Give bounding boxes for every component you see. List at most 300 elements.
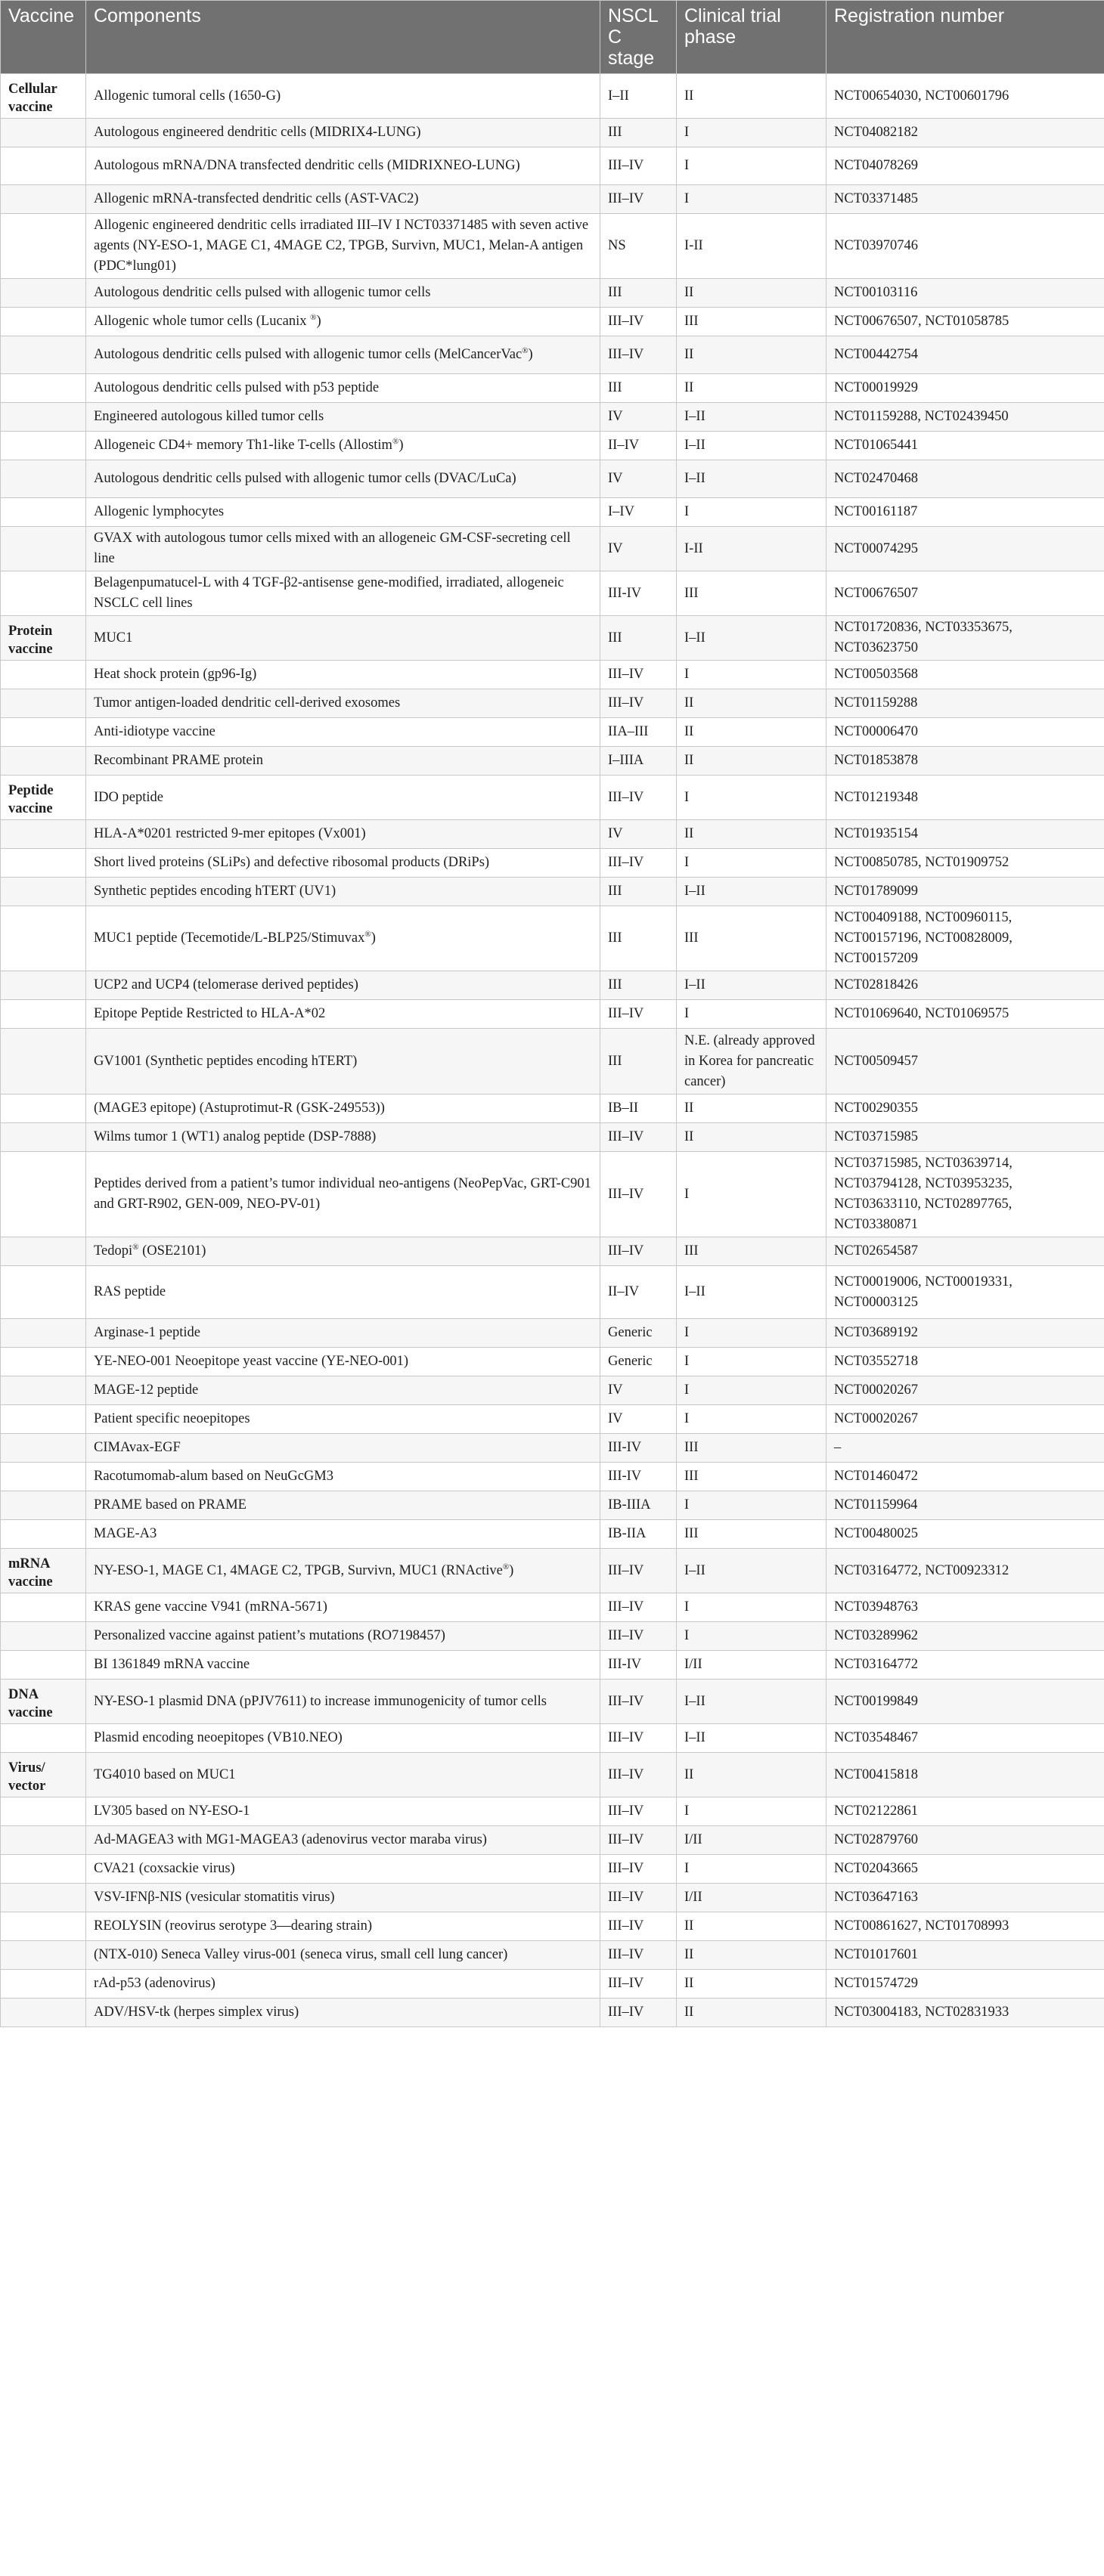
registration-number: NCT00509457 xyxy=(826,1029,1104,1094)
vaccine-category xyxy=(1,336,86,374)
registration-number: NCT00480025 xyxy=(826,1520,1104,1549)
nsclc-stage: III–IV xyxy=(600,1753,677,1797)
registration-number: NCT00676507 xyxy=(826,571,1104,616)
registration-number: NCT02818426 xyxy=(826,971,1104,1000)
vaccine-category xyxy=(1,527,86,571)
vaccine-category xyxy=(1,1912,86,1941)
trial-phase: III xyxy=(677,1463,826,1491)
registration-number: NCT03552718 xyxy=(826,1348,1104,1376)
vaccine-category xyxy=(1,1941,86,1970)
vaccine-category xyxy=(1,1152,86,1237)
trial-phase: I xyxy=(677,1622,826,1651)
nsclc-stage: III-IV xyxy=(600,1434,677,1463)
vaccine-category xyxy=(1,1520,86,1549)
trial-phase: I–II xyxy=(677,1680,826,1724)
component: rAd-p53 (adenovirus) xyxy=(86,1970,600,1999)
nsclc-stage: III–IV xyxy=(600,147,677,185)
component: Autologous dendritic cells pulsed with p53 peptide xyxy=(86,374,600,403)
registration-number: NCT04078269 xyxy=(826,147,1104,185)
table-row xyxy=(1,1000,1104,1029)
table-row xyxy=(1,1941,1104,1970)
trial-phase: II xyxy=(677,1912,826,1941)
nsclc-stage: Generic xyxy=(600,1319,677,1348)
table-row xyxy=(1,820,1104,849)
registration-number: NCT03689192 xyxy=(826,1319,1104,1348)
nsclc-stage: III–IV xyxy=(600,1970,677,1999)
nsclc-stage: III–IV xyxy=(600,1884,677,1912)
registration-number: NCT00020267 xyxy=(826,1405,1104,1434)
nsclc-stage: II–IV xyxy=(600,1266,677,1319)
vaccine-category xyxy=(1,1434,86,1463)
trial-phase: I–II xyxy=(677,878,826,906)
component: CIMAvax-EGF xyxy=(86,1434,600,1463)
nsclc-stage: IV xyxy=(600,403,677,432)
trial-phase: II xyxy=(677,1970,826,1999)
vaccine-category xyxy=(1,279,86,308)
table-row xyxy=(1,1970,1104,1999)
component: Tumor antigen-loaded dendritic cell-derived exosomes xyxy=(86,689,600,718)
vaccine-category xyxy=(1,147,86,185)
component: Allogenic mRNA-transfected dendritic cells (AST-VAC2) xyxy=(86,185,600,214)
vaccine-category xyxy=(1,1405,86,1434)
vaccine-category: Peptide vaccine xyxy=(1,776,86,820)
registration-number: NCT03164772 xyxy=(826,1651,1104,1680)
trial-phase: II xyxy=(677,1753,826,1797)
registration-number: NCT00654030, NCT00601796 xyxy=(826,74,1104,119)
nsclc-stage: III–IV xyxy=(600,1855,677,1884)
nsclc-stage: III–IV xyxy=(600,308,677,336)
table-row xyxy=(1,1593,1104,1622)
trial-phase: I–II xyxy=(677,971,826,1000)
registration-number: NCT03715985 xyxy=(826,1123,1104,1152)
table-row xyxy=(1,1855,1104,1884)
nsclc-stage: I–II xyxy=(600,74,677,119)
trial-phase: II xyxy=(677,1123,826,1152)
vaccine-category: mRNA vaccine xyxy=(1,1549,86,1593)
registration-number: – xyxy=(826,1434,1104,1463)
vaccine-category xyxy=(1,1826,86,1855)
nsclc-stage: III xyxy=(600,878,677,906)
component: Epitope Peptide Restricted to HLA-A*02 xyxy=(86,1000,600,1029)
component: Recombinant PRAME protein xyxy=(86,747,600,776)
registration-number: NCT00415818 xyxy=(826,1753,1104,1797)
vaccine-category xyxy=(1,747,86,776)
nsclc-stage: III–IV xyxy=(600,849,677,878)
component: Allogenic lymphocytes xyxy=(86,498,600,527)
registration-number: NCT01789099 xyxy=(826,878,1104,906)
nsclc-stage: III–IV xyxy=(600,661,677,689)
component: UCP2 and UCP4 (telomerase derived peptides) xyxy=(86,971,600,1000)
trial-phase: I xyxy=(677,1405,826,1434)
nsclc-stage: III–IV xyxy=(600,689,677,718)
nsclc-stage: III–IV xyxy=(600,1593,677,1622)
trial-phase: I xyxy=(677,1319,826,1348)
vaccine-category xyxy=(1,1376,86,1405)
table-row xyxy=(1,374,1104,403)
component: Racotumomab-alum based on NeuGcGM3 xyxy=(86,1463,600,1491)
trial-phase: I–II xyxy=(677,1724,826,1753)
component: MUC1 xyxy=(86,616,600,661)
table-row xyxy=(1,906,1104,971)
table-row xyxy=(1,432,1104,460)
trial-phase: III xyxy=(677,1520,826,1549)
vaccine-category: Cellular vaccine xyxy=(1,74,86,119)
nsclc-stage: III–IV xyxy=(600,1123,677,1152)
trial-phase: I xyxy=(677,776,826,820)
table-row xyxy=(1,747,1104,776)
component: Short lived proteins (SLiPs) and defective ribosomal products (DRiPs) xyxy=(86,849,600,878)
table-body xyxy=(1,74,1104,2027)
trial-phase: I xyxy=(677,119,826,147)
vaccine-category xyxy=(1,1029,86,1094)
table-row xyxy=(1,1405,1104,1434)
registration-number: NCT00861627, NCT01708993 xyxy=(826,1912,1104,1941)
header-nsclc-stage: NSCLC stage xyxy=(600,1,677,74)
vaccine-category xyxy=(1,1094,86,1123)
component: PRAME based on PRAME xyxy=(86,1491,600,1520)
nsclc-stage: III–IV xyxy=(600,1724,677,1753)
component: Heat shock protein (gp96-Ig) xyxy=(86,661,600,689)
vaccine-category: Virus/ vector xyxy=(1,1753,86,1797)
component: MUC1 peptide (Tecemotide/L-BLP25/Stimuvax®) xyxy=(86,906,600,971)
table-row xyxy=(1,849,1104,878)
vaccine-category xyxy=(1,849,86,878)
nsclc-stage: IB-IIA xyxy=(600,1520,677,1549)
component: (MAGE3 epitope) (Astuprotimut-R (GSK-249553)) xyxy=(86,1094,600,1123)
component: REOLYSIN (reovirus serotype 3—dearing strain) xyxy=(86,1912,600,1941)
component: Allogeneic CD4+ memory Th1-like T-cells (Allostim®) xyxy=(86,432,600,460)
registration-number: NCT01017601 xyxy=(826,1941,1104,1970)
registration-number: NCT00290355 xyxy=(826,1094,1104,1123)
component: Allogenic tumoral cells (1650-G) xyxy=(86,74,600,119)
vaccine-category xyxy=(1,119,86,147)
trial-phase: II xyxy=(677,336,826,374)
nsclc-stage: NS xyxy=(600,214,677,279)
registration-number: NCT03715985, NCT03639714, NCT03794128, NCT03953235, NCT03633110, NCT02897765, NCT03380871 xyxy=(826,1152,1104,1237)
trial-phase: I xyxy=(677,185,826,214)
nsclc-stage: III xyxy=(600,1029,677,1094)
vaccine-category xyxy=(1,374,86,403)
component: GV1001 (Synthetic peptides encoding hTERT) xyxy=(86,1029,600,1094)
component: Allogenic engineered dendritic cells irradiated III–IV I NCT03371485 with seven active agents (NY-ESO-1, MAGE C1, 4MAGE C2, TPGB, Survivn, MUC1, Melan-A antigen (PDC*lung01) xyxy=(86,214,600,279)
registration-number: NCT03004183, NCT02831933 xyxy=(826,1999,1104,2027)
nsclc-stage: III–IV xyxy=(600,1000,677,1029)
nsclc-stage: III–IV xyxy=(600,1237,677,1266)
vaccine-category xyxy=(1,1797,86,1826)
vaccine-category xyxy=(1,1593,86,1622)
registration-number: NCT03289962 xyxy=(826,1622,1104,1651)
registration-number: NCT00020267 xyxy=(826,1376,1104,1405)
component: LV305 based on NY-ESO-1 xyxy=(86,1797,600,1826)
table-row xyxy=(1,616,1104,661)
trial-phase: I–II xyxy=(677,460,826,498)
trial-phase: I/II xyxy=(677,1826,826,1855)
registration-number: NCT02654587 xyxy=(826,1237,1104,1266)
registration-number: NCT03948763 xyxy=(826,1593,1104,1622)
table-row xyxy=(1,1797,1104,1826)
component: NY-ESO-1, MAGE C1, 4MAGE C2, TPGB, Survivn, MUC1 (RNActive®) xyxy=(86,1549,600,1593)
nsclc-stage: III–IV xyxy=(600,776,677,820)
table-row xyxy=(1,147,1104,185)
table-row xyxy=(1,1622,1104,1651)
table-row xyxy=(1,1463,1104,1491)
trial-phase: I xyxy=(677,849,826,878)
vaccine-category xyxy=(1,1237,86,1266)
registration-number: NCT00676507, NCT01058785 xyxy=(826,308,1104,336)
component: Autologous dendritic cells pulsed with allogenic tumor cells xyxy=(86,279,600,308)
table-row xyxy=(1,1520,1104,1549)
table-row xyxy=(1,308,1104,336)
vaccine-category xyxy=(1,1491,86,1520)
table-row xyxy=(1,1680,1104,1724)
registration-number: NCT01159964 xyxy=(826,1491,1104,1520)
table-row xyxy=(1,403,1104,432)
trial-phase: II xyxy=(677,1094,826,1123)
vaccine-category xyxy=(1,1970,86,1999)
trial-phase: II xyxy=(677,747,826,776)
table-header xyxy=(1,1,1104,74)
vaccine-category xyxy=(1,1463,86,1491)
trial-phase: II xyxy=(677,279,826,308)
component: MAGE-A3 xyxy=(86,1520,600,1549)
trial-phase: II xyxy=(677,374,826,403)
trial-phase: II xyxy=(677,1941,826,1970)
registration-number: NCT03647163 xyxy=(826,1884,1104,1912)
trial-phase: I–II xyxy=(677,1266,826,1319)
nsclc-stage: III–IV xyxy=(600,1680,677,1724)
table-row xyxy=(1,1029,1104,1094)
vaccine-category: DNA vaccine xyxy=(1,1680,86,1724)
table-row xyxy=(1,1912,1104,1941)
table-row xyxy=(1,1549,1104,1593)
nsclc-stage: IIA–III xyxy=(600,718,677,747)
vaccine-category xyxy=(1,403,86,432)
trial-phase: I xyxy=(677,1000,826,1029)
registration-number: NCT03164772, NCT00923312 xyxy=(826,1549,1104,1593)
nsclc-stage: IV xyxy=(600,1376,677,1405)
trial-phase: I–II xyxy=(677,403,826,432)
vaccine-category xyxy=(1,308,86,336)
nsclc-stage: Generic xyxy=(600,1348,677,1376)
nsclc-stage: IV xyxy=(600,820,677,849)
component: Engineered autologous killed tumor cells xyxy=(86,403,600,432)
table-row xyxy=(1,571,1104,616)
registration-number: NCT02043665 xyxy=(826,1855,1104,1884)
table-row xyxy=(1,1826,1104,1855)
header-components: Components xyxy=(86,1,600,74)
component: Arginase-1 peptide xyxy=(86,1319,600,1348)
registration-number: NCT00161187 xyxy=(826,498,1104,527)
nsclc-stage: IV xyxy=(600,527,677,571)
trial-phase: I xyxy=(677,1797,826,1826)
vaccine-category xyxy=(1,689,86,718)
vaccine-category xyxy=(1,1651,86,1680)
registration-number: NCT00442754 xyxy=(826,336,1104,374)
table-row xyxy=(1,74,1104,119)
header-row xyxy=(1,1,1104,74)
trial-phase: I/II xyxy=(677,1884,826,1912)
vaccine-category xyxy=(1,906,86,971)
header-clinical-trial-phase: Clinical trial phase xyxy=(677,1,826,74)
table-row xyxy=(1,971,1104,1000)
component: Synthetic peptides encoding hTERT (UV1) xyxy=(86,878,600,906)
vaccine-category xyxy=(1,432,86,460)
nsclc-stage: I–IIIA xyxy=(600,747,677,776)
table-row xyxy=(1,1376,1104,1405)
nsclc-stage: III xyxy=(600,374,677,403)
table-row xyxy=(1,119,1104,147)
registration-number: NCT00006470 xyxy=(826,718,1104,747)
registration-number: NCT00019006, NCT00019331, NCT00003125 xyxy=(826,1266,1104,1319)
component: TG4010 based on MUC1 xyxy=(86,1753,600,1797)
trial-phase: I-II xyxy=(677,527,826,571)
vaccine-category xyxy=(1,878,86,906)
vaccine-category xyxy=(1,1999,86,2027)
component: KRAS gene vaccine V941 (mRNA-5671) xyxy=(86,1593,600,1622)
registration-number: NCT00103116 xyxy=(826,279,1104,308)
component: Belagenpumatucel-L with 4 TGF-β2-antisense gene-modified, irradiated, allogeneic NSCLC cell lines xyxy=(86,571,600,616)
trial-phase: I/II xyxy=(677,1651,826,1680)
nsclc-stage: IV xyxy=(600,460,677,498)
component: Wilms tumor 1 (WT1) analog peptide (DSP-7888) xyxy=(86,1123,600,1152)
table-row xyxy=(1,185,1104,214)
component: IDO peptide xyxy=(86,776,600,820)
trial-phase: II xyxy=(677,718,826,747)
trial-phase: I-II xyxy=(677,214,826,279)
registration-number: NCT00850785, NCT01909752 xyxy=(826,849,1104,878)
table-row xyxy=(1,527,1104,571)
vaccine-category xyxy=(1,1123,86,1152)
trial-phase: I–II xyxy=(677,1549,826,1593)
table-row xyxy=(1,1123,1104,1152)
nsclc-stage: III xyxy=(600,971,677,1000)
registration-number: NCT03371485 xyxy=(826,185,1104,214)
component: Autologous dendritic cells pulsed with allogenic tumor cells (DVAC/LuCa) xyxy=(86,460,600,498)
component: YE-NEO-001 Neoepitope yeast vaccine (YE-NEO-001) xyxy=(86,1348,600,1376)
component: GVAX with autologous tumor cells mixed with an allogeneic GM-CSF-secreting cell line xyxy=(86,527,600,571)
vaccine-category xyxy=(1,1855,86,1884)
table-row xyxy=(1,1999,1104,2027)
trial-phase: I xyxy=(677,1593,826,1622)
component: Plasmid encoding neoepitopes (VB10.NEO) xyxy=(86,1724,600,1753)
component: RAS peptide xyxy=(86,1266,600,1319)
vaccine-category xyxy=(1,498,86,527)
trial-phase: I xyxy=(677,498,826,527)
component: Allogenic whole tumor cells (Lucanix ®) xyxy=(86,308,600,336)
component: Peptides derived from a patient’s tumor individual neo-antigens (NeoPepVac, GRT-C901 and GRT-R902, GEN-009, NEO-PV-01) xyxy=(86,1152,600,1237)
registration-number: NCT01935154 xyxy=(826,820,1104,849)
table-row xyxy=(1,1094,1104,1123)
registration-number: NCT01574729 xyxy=(826,1970,1104,1999)
vaccine-category xyxy=(1,971,86,1000)
table-row xyxy=(1,460,1104,498)
nsclc-stage: III–IV xyxy=(600,1826,677,1855)
nsclc-stage: III–IV xyxy=(600,1797,677,1826)
nsclc-stage: III xyxy=(600,616,677,661)
trial-phase: N.E. (already approved in Korea for pancreatic cancer) xyxy=(677,1029,826,1094)
trial-phase: I xyxy=(677,1491,826,1520)
nsclc-stage: III–IV xyxy=(600,1912,677,1941)
vaccine-category xyxy=(1,1724,86,1753)
component: Autologous mRNA/DNA transfected dendritic cells (MIDRIXNEO-LUNG) xyxy=(86,147,600,185)
table-row xyxy=(1,718,1104,747)
table-row xyxy=(1,336,1104,374)
vaccine-category xyxy=(1,1319,86,1348)
table-row xyxy=(1,689,1104,718)
nsclc-stage: IB–II xyxy=(600,1094,677,1123)
registration-number: NCT01159288 xyxy=(826,689,1104,718)
nsclc-stage: III–IV xyxy=(600,1549,677,1593)
nsclc-stage: III–IV xyxy=(600,336,677,374)
vaccine-category xyxy=(1,718,86,747)
registration-number: NCT01720836, NCT03353675, NCT03623750 xyxy=(826,616,1104,661)
registration-number: NCT02879760 xyxy=(826,1826,1104,1855)
nsclc-stage: IV xyxy=(600,1405,677,1434)
table-row xyxy=(1,498,1104,527)
trial-phase: III xyxy=(677,906,826,971)
trial-phase: III xyxy=(677,308,826,336)
table-row xyxy=(1,214,1104,279)
component: Tedopi® (OSE2101) xyxy=(86,1237,600,1266)
component: Autologous dendritic cells pulsed with allogenic tumor cells (MelCancerVac®) xyxy=(86,336,600,374)
component: HLA-A*0201 restricted 9-mer epitopes (Vx001) xyxy=(86,820,600,849)
table-row xyxy=(1,279,1104,308)
registration-number: NCT01853878 xyxy=(826,747,1104,776)
trial-phase: II xyxy=(677,1999,826,2027)
nsclc-stage: III–IV xyxy=(600,1622,677,1651)
registration-number: NCT01460472 xyxy=(826,1463,1104,1491)
table-row xyxy=(1,1266,1104,1319)
registration-number: NCT01219348 xyxy=(826,776,1104,820)
vaccine-category xyxy=(1,571,86,616)
component: Ad-MAGEA3 with MG1-MAGEA3 (adenovirus vector maraba virus) xyxy=(86,1826,600,1855)
trial-phase: III xyxy=(677,1237,826,1266)
vaccine-category xyxy=(1,185,86,214)
registration-number: NCT01065441 xyxy=(826,432,1104,460)
vaccine-category: Protein vaccine xyxy=(1,616,86,661)
registration-number: NCT03970746 xyxy=(826,214,1104,279)
registration-number: NCT04082182 xyxy=(826,119,1104,147)
registration-number: NCT03548467 xyxy=(826,1724,1104,1753)
nsclc-stage: II–IV xyxy=(600,432,677,460)
table-row xyxy=(1,1753,1104,1797)
trial-phase: II xyxy=(677,689,826,718)
header-vaccine: Vaccine xyxy=(1,1,86,74)
nsclc-stage: III–IV xyxy=(600,1941,677,1970)
trial-phase: I xyxy=(677,661,826,689)
vaccine-category xyxy=(1,214,86,279)
table-row xyxy=(1,1152,1104,1237)
component: BI 1361849 mRNA vaccine xyxy=(86,1651,600,1680)
nsclc-stage: III-IV xyxy=(600,1651,677,1680)
component: Patient specific neoepitopes xyxy=(86,1405,600,1434)
table-row xyxy=(1,776,1104,820)
table-row xyxy=(1,661,1104,689)
registration-number: NCT02122861 xyxy=(826,1797,1104,1826)
component: Anti-idiotype vaccine xyxy=(86,718,600,747)
trial-phase: I xyxy=(677,147,826,185)
component: Autologous engineered dendritic cells (MIDRIX4-LUNG) xyxy=(86,119,600,147)
trial-phase: I xyxy=(677,1152,826,1237)
nsclc-stage: III–IV xyxy=(600,1152,677,1237)
table-row xyxy=(1,1237,1104,1266)
component: MAGE-12 peptide xyxy=(86,1376,600,1405)
vaccine-category xyxy=(1,661,86,689)
trial-phase: I xyxy=(677,1376,826,1405)
table-row xyxy=(1,1348,1104,1376)
vaccine-category xyxy=(1,1266,86,1319)
component: VSV-IFNβ-NIS (vesicular stomatitis virus) xyxy=(86,1884,600,1912)
